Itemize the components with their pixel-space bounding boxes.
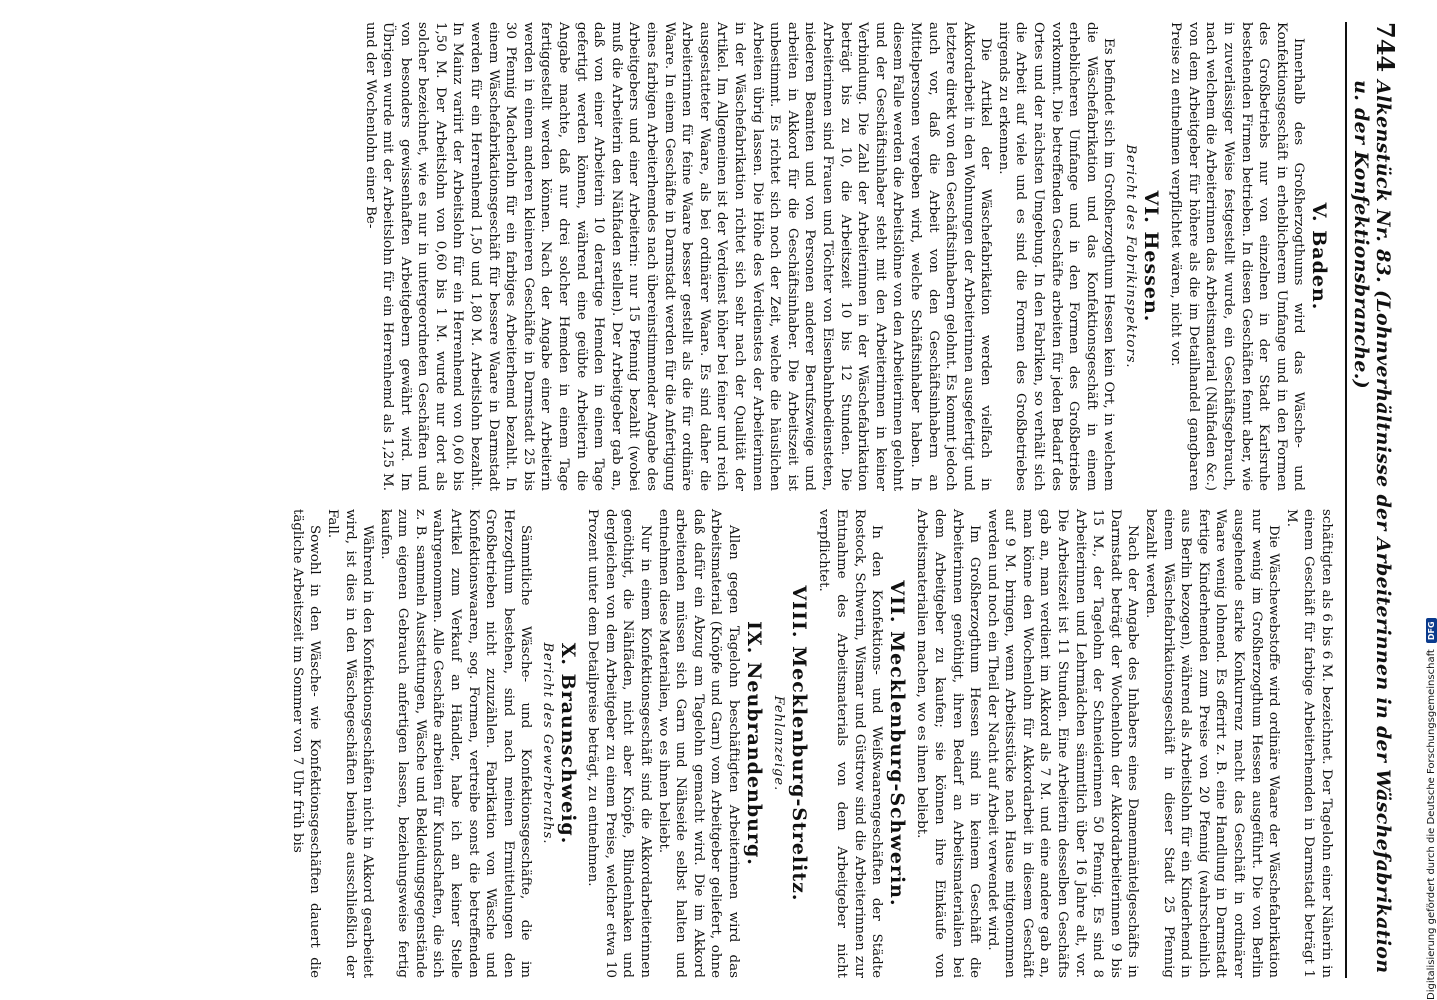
section-subtitle: Fehlanzeige. xyxy=(771,695,787,792)
digitization-footer xyxy=(1412,0,1437,1000)
paragraph: Nach der Angabe des Inhabers eines Damenmäntelgeschäfts in Darmstadt beträgt der Wochenlohn der Akkordarbeiterinnen 9 bis 15 M., der Tagelohn der Schneiderinnen 50 Pfennig. Es sind 8 Arbeiterinnen und Lehrmädchen sämmtlich über 16 Jahre alt, vor. Die Arbeitszeit ist 11 Stunden. Eine Arbeiterin desselben Geschäfts gab an, man verdient im Akkord als 7 M. und eine andere gab an, man könne den Wochenlohn für Akkordarbeit in diesem Geschäft auf 9 M. bringen, wenn Arbeitsstücke nach Hause mitgenommen werden und noch ein Theil der Nacht auf Arbeit verwendet wird. xyxy=(984,509,1141,978)
paragraph: Allen gegen Tagelohn beschäftigten Arbeiterinnen wird das Arbeitsmaterial (Knöpfe und Garn) vom Arbeitgeber geliefert, ohne daß dafür ein Abzug am Tagelohn gemacht wird. Die im Akkord arbeitenden müssen sich Garn und Nähseide selbst halten und entnehmen diese Materialien, wo es ihnen beliebt. xyxy=(655,509,741,978)
paragraph: Nur in einem Konfektionsgeschäft sind die Akkordarbeiterinnen genöthigt, die Nähfäden, nicht aber Knöpfe, Blindenhaken und dergleichen von dem Arbeitgeber zu einem Preise, welcher etwa 10 Prozent unter dem Detailpreise beträgt, zu entnehmen. xyxy=(585,509,654,978)
paragraph: Es befindet sich im Großherzogthum Hessen kein Ort, in welchem die Wäschefabrikation und das Konfektionsgeschäft in einem erheblicheren Umfange und in den Formen des Großbetriebs vorkommt. Die betreffenden Geschäfte arbeiten für jeden Bedarf des Ortes und der nächsten Umgebung. In den Fabriken, so verhält sich die Arbeit auf viele und es sind die Formen des Großbetriebes nirgends zu erkennen. xyxy=(995,22,1117,491)
page-header xyxy=(1345,22,1400,978)
column-right xyxy=(85,509,1335,978)
paragraph: schäftigten als 6 bis 6 M. bezeichnet. Der Tagelohn einer Näherin in einem Geschäft für farbige Arbeiterhemden in Darmstadt beträgt 1 M. xyxy=(1283,509,1334,978)
section-title-hessen: VI. Hessen. xyxy=(1139,190,1162,323)
section-title-mecklenburg-strelitz: VIII. Mecklenburg-Strelitz. xyxy=(787,585,810,902)
footer-text: Digitalisierung gefördert durch die Deutsche Forschungsgemeinschaft xyxy=(1426,649,1437,1000)
paragraph: Sämmtliche Wäsche- und Konfektionsgeschäfte, die im Herzogthum bestehen, sind nach meinen Ermittelungen den Großbetrieben nicht zuzuzählen. Fabrikation von Wäsche und Konfektionswaaren, sog. Formen, vertreibe sonst die betreffenden Artikel zum Verkauf an Händler, habe ich an keiner Stelle wahrgenommen. Alle Geschäfte arbeiten für Kundschaften, die sich z. B. sammeln Ausstattungen, Wäsche und Bekleidungsgegenstände zum eigenen Gebrauch anfertigen lassen, beziehungsweise fertig kaufen. xyxy=(377,509,534,978)
scanned-page xyxy=(40,0,1410,1000)
paragraph: Die Artikel der Wäschefabrikation werden vielfach in Akkordarbeit in den Wohnungen der Arbeiterinnen ausgefertigt und letztere direkt von den Geschäftsinhabern gelohnt. Es kommt jedoch auch vor, daß die Arbeit von den Geschäftsinhabern an Mittelpersonen vergeben wird, welche Schäftsinhaber haben. In diesem Falle werden die Arbeitslöhne von den Arbeiterinnen gelohnt und der Geschäftsinhaber steht mit den Arbeiterinnen in keiner Verbindung. Die Zahl der Arbeiterinnen in der Wäschefabrikation beträgt bis zu 10, die Arbeitszeit 10 bis 12 Stunden. Die Arbeiterinnen sind Frauen und Töchter von Eisenbahnbediensteten, niederen Beamten und von Personen anderer Berufszweige und arbeiten in Akkord für die Geschäftsinhaber. Die Arbeitszeit ist unbestimmt. Es richtet sich noch der Zeit, welche die häuslichen Arbeiten übrig lassen. Die Höhe des Verdienstes der Arbeiterinnen in der Wäschefabrikation richtet sich sehr nach der Qualität der Artikel. Im Allgemeinen ist der Verdienst höher bei feiner und reich ausgestatteter Waare, als bei ordinärer Waare. Es sind daher die Arbeiterinnen für feine Waare besser gestellt als die für ordinäre Waare. In einem Geschäfte in Darmstadt werden für die Anfertigung eines farbigen Arbeiterhemdes nach übereinstimmender Angabe des Arbeitgebers und einer Arbeiterin: nur 15 Pfennig bezahlt (wobei muß die Arbeiterin den Nähfaden stellen). Der Arbeitgeber gab an, daß von einer Arbeiterin 10 derartige Hemden in einem Tage gefertigt werden können, während eine geübte Arbeiterin die Angabe machte, daß nur drei solcher Hemden in einem Tage fertiggestellt werden können. Nach der Angabe einer Arbeiterin werden in einem anderen kleineren Geschäfte in Darmstadt 25 bis 30 Pfennig Macherlohn für ein farbiges Arbeiterhemd bezahlt. In einem Wäschefabrikationsgeschäft für bessere Waare in Darmstadt werden für ein Herrenhemd 1,50 und 1,80 M. Arbeitslohn bezahlt. In Mainz variirt der Arbeitslohn für ein Herrenhemd von 0,60 bis 1,50 M. Der Arbeitslohn von 0,60 bis 1 M. wurde nur dort als solcher bezeichnet, wie es nur in untergeordneten Geschäften und von besonders gewissenhaften Arbeitgebern gewährt wird. Im Übrigen wurde mit der Arbeitslohn für ein Herrenhemd als 1,25 M. und der Wochenlohn einer Be- xyxy=(362,22,994,491)
paragraph: Sowohl in den Wäsche- wie Konfektionsgeschäften dauert die tägliche Arbeitszeit im Sommer von 7 Uhr früh bis xyxy=(289,509,323,978)
dfg-logo-icon: DFG xyxy=(1426,618,1437,643)
paragraph: Die Wäschewebstoffe wird ordinäre Waare der Wäschefabrikation nur wenig im Großherzogthum Hessen ausgeführt. Die von Berlin ausgehende starke Konkurrenz macht das Geschäft in ordinärer Waare wenig lohnend. Es offerirt z. B. eine Handlung in Darmstadt fertige Kinderhemden zum Preise von 20 Pfennig (wahrscheinlich aus Berlin bezogen), während als Arbeitslohn für ein Kinderhemd in einem Wäschefabrikationsgeschäft in dieser Stadt 25 Pfennig bezahlt werden. xyxy=(1143,509,1282,978)
text-columns xyxy=(85,22,1335,978)
column-left xyxy=(85,22,1335,491)
paragraph: In den Konfektions- und Weißwaarengeschäften der Städte Rostock, Schwerin, Wismar und Güstrow sind die Arbeiterinnen zur Entnahme des Arbeitsmaterials von dem Arbeitgeber nicht verpflichtet. xyxy=(816,509,885,978)
running-title: Alkenstück Nr. 83. (Lohnverhältnisse der Arbeiterinnen in der Wäschefabrikation u. der Konfektionsbranche.) xyxy=(1350,80,1394,974)
footer-line xyxy=(1426,20,1437,1000)
paragraph: Innerhalb des Großherzogthums wird das Wäsche- und Konfektionsgeschäft in erheblicherem Umfange und in den Formen des Großbetriebs nur von einzelnen in der Stadt Karlsruhe bestehenden Firmen betrieben. In diesen Geschäften fennt aber, wie in zuverlässiger Weise festgestellt wurde, ein Geschäftsgebrauch, nach welchem die Arbeiterinnen das Arbeitsmaterial (Nähfaden &c.) von dem Arbeitgeber für höhere als die im Detailhandel gangbaren Preise zu entnehmen verpflichtet wären, nicht vor. xyxy=(1168,22,1307,491)
section-title-braunschweig: X. Braunschweig. xyxy=(556,642,579,845)
section-title-baden: V. Baden. xyxy=(1308,202,1330,311)
section-subtitle: Bericht des Gewerberaths. xyxy=(540,642,556,845)
paragraph: Während in den Konfektionsgeschäften nicht in Akkord gearbeitet wird, ist dies in den Wäschegeschäften beinahe ausschließlich der Fall. xyxy=(324,509,376,978)
paragraph: Im Großherzogthum Hessen sind in keinem Geschäft die Arbeiterinnen genöthigt, ihren Bedarf an Arbeitsmaterialien bei dem Arbeitgeber zu kaufen; sie können ihre Einkäufe von Arbeitsmaterialien machen, wo es ihnen beliebt. xyxy=(914,509,983,978)
section-subtitle: Bericht des Fabrikinspektors. xyxy=(1123,144,1139,369)
section-title-neubrandenburg: IX. Neubrandenburg. xyxy=(742,621,765,866)
section-title-mecklenburg-schwerin: VII. Mecklenburg-Schwerin. xyxy=(885,580,908,907)
page-number: 744 xyxy=(1371,22,1400,73)
